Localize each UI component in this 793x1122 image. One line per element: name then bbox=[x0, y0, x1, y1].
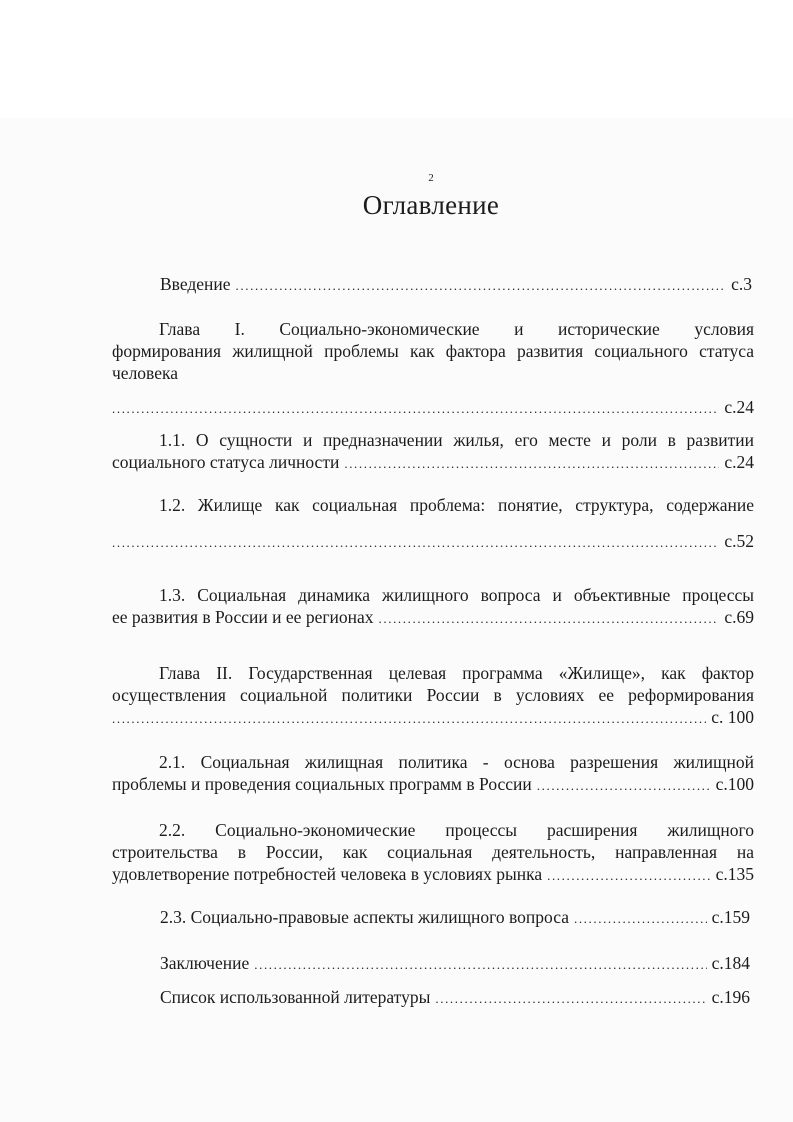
toc-entry-label-line: 1.2. Жилище как социальная проблема: понятие, структура, содержание bbox=[159, 495, 754, 515]
toc-entry-chapter-2 bbox=[112, 662, 754, 730]
toc-entry-conclusion bbox=[160, 952, 750, 976]
toc-entry-label: Заключение bbox=[160, 953, 250, 973]
toc-entry-section-2-2 bbox=[112, 819, 754, 887]
dot-leader bbox=[112, 398, 719, 420]
toc-entry-label-line: человека bbox=[112, 363, 178, 383]
toc-entry-page: с.52 bbox=[724, 531, 754, 551]
toc-entry-section-2-3 bbox=[160, 906, 750, 930]
toc-entry-page: с.24 bbox=[724, 397, 754, 417]
toc-entry-section-1-3 bbox=[112, 584, 754, 630]
toc-entry-label-line: проблемы и проведения социальных программ в России bbox=[112, 774, 532, 794]
dot-leader bbox=[112, 708, 706, 730]
toc-entry-label-line: Глава I. Социально-экономические и исторические условия bbox=[159, 319, 754, 339]
dot-leader bbox=[254, 954, 706, 976]
toc-entry-page: с.24 bbox=[724, 452, 754, 472]
toc-entry-section-1-1 bbox=[112, 429, 754, 475]
dot-leader bbox=[112, 532, 719, 554]
page-title: Оглавление bbox=[362, 190, 500, 220]
toc-entry-page: с.69 bbox=[724, 607, 754, 627]
toc-entry-label-line: строительства в России, как социальная деятельность, направленная на bbox=[112, 842, 754, 862]
toc-entry-label-line: формирования жилищной проблемы как фактора развития социального статуса bbox=[112, 341, 754, 361]
toc-entry-label: 2.3. Социально-правовые аспекты жилищного вопроса bbox=[160, 907, 569, 927]
toc-entry-label-line: Глава II. Государственная целевая программа «Жилище», как фактор bbox=[159, 663, 754, 683]
toc-entry-chapter-1 bbox=[112, 318, 754, 420]
toc-entry-section-1-2 bbox=[112, 494, 754, 554]
toc-entry-label: Список использованной литературы bbox=[160, 987, 431, 1007]
toc-entry-intro bbox=[160, 273, 752, 297]
page-number: 2 bbox=[428, 172, 434, 184]
toc-entry-page: с.135 bbox=[715, 864, 754, 884]
toc-entry-page: с. 100 bbox=[711, 707, 754, 727]
toc-entry-references bbox=[160, 986, 750, 1010]
toc-entry-page: с.184 bbox=[711, 953, 750, 973]
dot-leader bbox=[435, 988, 706, 1010]
dot-leader bbox=[537, 775, 711, 797]
toc-entry-page: с.196 bbox=[711, 987, 750, 1007]
toc-entry-label-line: ее развития в России и ее регионах bbox=[112, 607, 374, 627]
toc-entry-label-line: 2.1. Социальная жилищная политика - основа разрешения жилищной bbox=[159, 752, 754, 772]
toc-entry-page: с.159 bbox=[711, 907, 750, 927]
toc-entry-page: с.3 bbox=[731, 274, 752, 294]
toc-entry-label-line: 1.3. Социальная динамика жилищного вопроса и объективные процессы bbox=[159, 585, 754, 605]
dot-leader bbox=[574, 908, 707, 930]
toc-entry-label-line: 2.2. Социально-экономические процессы расширения жилищного bbox=[159, 820, 754, 840]
toc-entry-label-line: 1.1. О сущности и предназначении жилья, его месте и роли в развитии bbox=[159, 430, 754, 450]
toc-entry-page: с.100 bbox=[715, 774, 754, 794]
dot-leader bbox=[236, 275, 727, 297]
toc-entry-label-line: осуществления социальной политики России в условиях ее реформирования bbox=[112, 685, 754, 705]
toc-entry-section-2-1 bbox=[112, 751, 754, 797]
dot-leader bbox=[547, 865, 711, 887]
toc-entry-label-line: удовлетворение потребностей человека в условиях рынка bbox=[112, 864, 543, 884]
dot-leader bbox=[379, 608, 720, 630]
dot-leader bbox=[344, 453, 719, 475]
toc-entry-label: Введение bbox=[160, 274, 231, 294]
toc-entry-label-line: социального статуса личности bbox=[112, 452, 340, 472]
